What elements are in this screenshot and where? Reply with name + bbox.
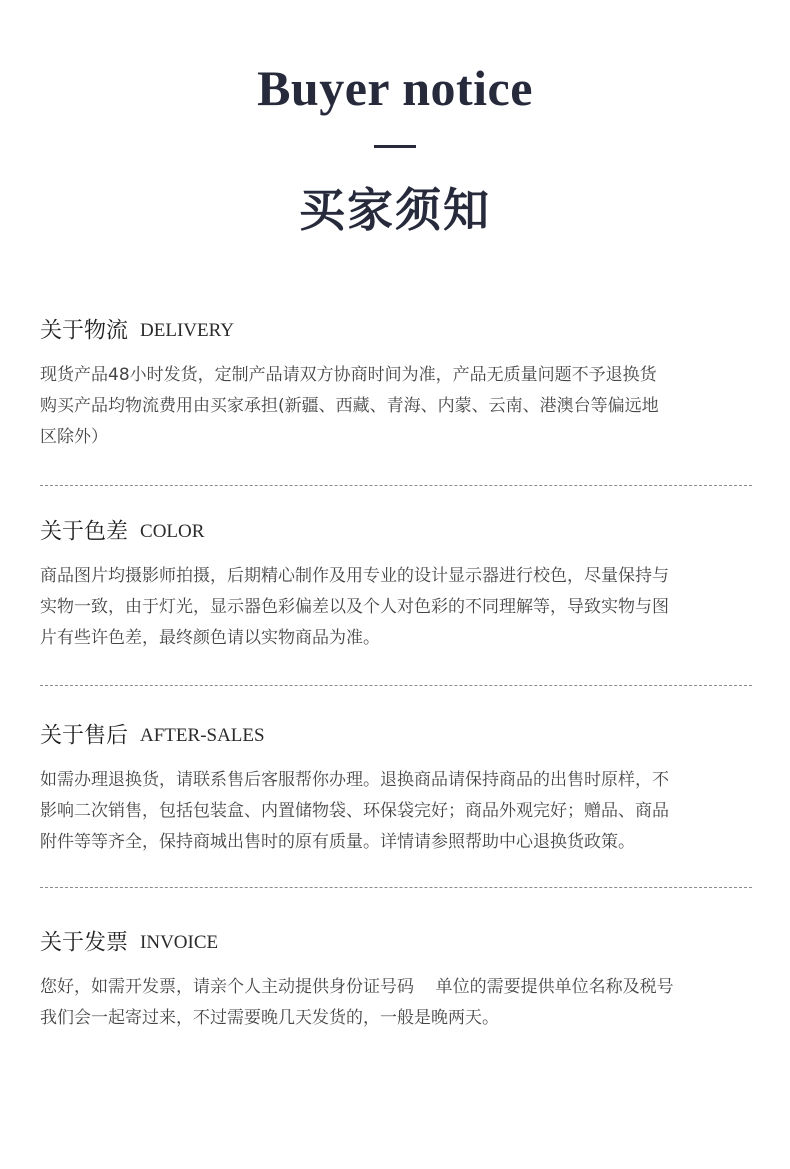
section-title-en: AFTER-SALES	[140, 725, 265, 747]
section-divider	[40, 485, 752, 486]
text-line: 实物一致，由于灯光，显示器色彩偏差以及个人对色彩的不同理解等，导致实物与图	[40, 597, 669, 617]
section-heading	[40, 316, 752, 346]
section-delivery	[40, 316, 752, 453]
page-title-en: Buyer notice	[257, 60, 533, 116]
text-line: 片有些许色差，最终颜色请以实物商品为准。	[40, 628, 380, 648]
section-title-en: DELIVERY	[140, 320, 234, 342]
text-line: 如需办理退换货，请联系售后客服帮你办理。退换商品请保持商品的出售时原样，不	[40, 770, 669, 790]
section-heading	[40, 928, 752, 958]
section-divider	[40, 685, 752, 686]
section-heading	[40, 517, 752, 547]
section-text	[40, 972, 752, 1034]
section-title-cn: 关于色差	[40, 519, 129, 545]
section-text	[40, 360, 752, 453]
section-after-sales	[40, 721, 752, 858]
section-divider	[40, 887, 752, 888]
text-line: 我们会一起寄过来，不过需要晚几天发货的，一般是晚两天。	[40, 1008, 499, 1028]
section-title-cn: 关于物流	[40, 318, 129, 344]
text-line: 您好，如需开发票，请亲个人主动提供身份证号码 单位的需要提供单位名称及税号	[40, 977, 674, 997]
section-heading	[40, 721, 752, 751]
section-invoice	[40, 928, 752, 1034]
section-color	[40, 517, 752, 654]
section-text	[40, 561, 752, 654]
section-title-en: COLOR	[140, 521, 205, 543]
text-line: 购买产品均物流费用由买家承担(新疆、西藏、青海、内蒙、云南、港澳台等偏远地	[40, 396, 659, 416]
title-divider	[374, 145, 416, 148]
section-title-cn: 关于售后	[40, 723, 129, 749]
section-title-cn: 关于发票	[40, 930, 129, 956]
page-title-cn: 买家须知	[299, 183, 491, 237]
text-line: 商品图片均摄影师拍摄，后期精心制作及用专业的设计显示器进行校色，尽量保持与	[40, 566, 669, 586]
text-line: 附件等等齐全，保持商城出售时的原有质量。详情请参照帮助中心退换货政策。	[40, 832, 635, 852]
text-line: 区除外）	[40, 427, 108, 447]
section-title-en: INVOICE	[140, 932, 219, 954]
section-text	[40, 765, 752, 858]
text-line: 影响二次销售，包括包装盒、内置储物袋、环保袋完好；商品外观完好；赠品、商品	[40, 801, 669, 821]
text-line: 现货产品48小时发货，定制产品请双方协商时间为准，产品无质量问题不予退换货	[40, 365, 657, 385]
